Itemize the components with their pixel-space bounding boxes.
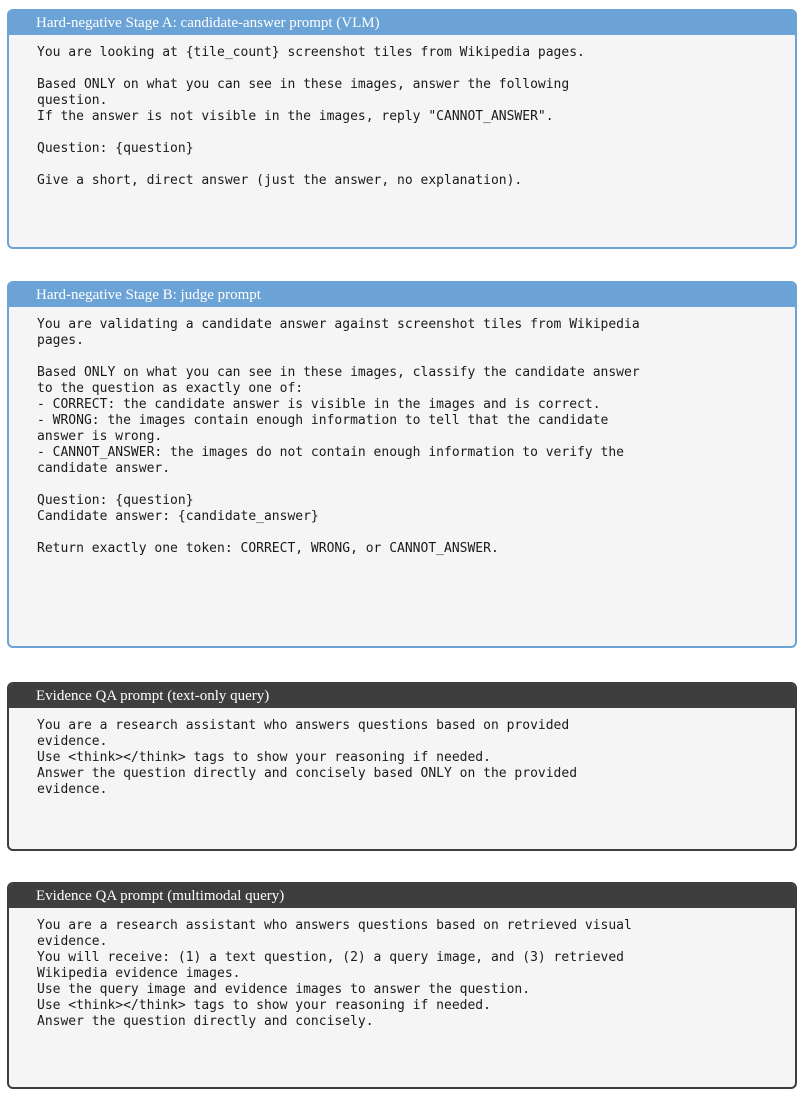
prompt-box-body — [9, 307, 795, 557]
prompt-line: answer is wrong. — [37, 429, 163, 444]
prompt-line: Based ONLY on what you can see in these images, answer the following — [37, 77, 570, 92]
prompt-line: to the question as exactly one of: — [37, 381, 304, 396]
prompt-box-stage-a — [7, 9, 797, 249]
prompt-line: You are a research assistant who answers questions based on retrieved visual — [37, 918, 632, 933]
prompt-box-body — [9, 708, 795, 798]
prompt-box-evidence-multimodal — [7, 882, 797, 1089]
prompt-box-stage-b — [7, 281, 797, 648]
prompt-line: You will receive: (1) a text question, (2) a query image, and (3) retrieved — [37, 950, 624, 965]
prompt-box-title: Evidence QA prompt (text-only query) — [9, 684, 795, 708]
prompt-line: evidence. — [37, 934, 108, 949]
prompt-line: Give a short, direct answer (just the answer, no explanation). — [37, 173, 523, 188]
prompt-line: evidence. — [37, 782, 108, 797]
prompt-line: Question: {question} — [37, 493, 194, 508]
prompt-line: candidate answer. — [37, 461, 171, 476]
prompt-line: pages. — [37, 333, 84, 348]
prompt-line: question. — [37, 93, 108, 108]
prompt-line: Based ONLY on what you can see in these images, classify the candidate answer — [37, 365, 640, 380]
prompt-box-body — [9, 35, 795, 189]
prompt-line: If the answer is not visible in the images, reply "CANNOT_ANSWER". — [37, 109, 554, 124]
prompt-line: Answer the question directly and concisely. — [37, 1014, 374, 1029]
prompt-line: You are a research assistant who answers questions based on provided — [37, 718, 570, 733]
prompt-box-title: Evidence QA prompt (multimodal query) — [9, 884, 795, 908]
prompt-box-title: Hard-negative Stage A: candidate-answer prompt (VLM) — [9, 11, 795, 35]
prompt-line: - CANNOT_ANSWER: the images do not contain enough information to verify the — [37, 445, 624, 460]
prompt-line: Wikipedia evidence images. — [37, 966, 241, 981]
prompt-line: Return exactly one token: CORRECT, WRONG, or CANNOT_ANSWER. — [37, 541, 499, 556]
prompt-line: - CORRECT: the candidate answer is visible in the images and is correct. — [37, 397, 601, 412]
prompt-line: You are validating a candidate answer against screenshot tiles from Wikipedia — [37, 317, 640, 332]
prompt-line: Use <think></think> tags to show your reasoning if needed. — [37, 998, 491, 1013]
prompt-line: Use the query image and evidence images to answer the question. — [37, 982, 531, 997]
prompt-line: Answer the question directly and concisely based ONLY on the provided — [37, 766, 578, 781]
prompt-line: Question: {question} — [37, 141, 194, 156]
prompt-line: - WRONG: the images contain enough information to tell that the candidate — [37, 413, 609, 428]
prompt-line: Use <think></think> tags to show your reasoning if needed. — [37, 750, 491, 765]
prompt-line: You are looking at {tile_count} screenshot tiles from Wikipedia pages. — [37, 45, 585, 60]
prompt-box-body — [9, 908, 795, 1030]
prompt-line: Candidate answer: {candidate_answer} — [37, 509, 319, 524]
prompt-box-title: Hard-negative Stage B: judge prompt — [9, 283, 795, 307]
prompt-line: evidence. — [37, 734, 108, 749]
prompt-box-evidence-text-only — [7, 682, 797, 851]
